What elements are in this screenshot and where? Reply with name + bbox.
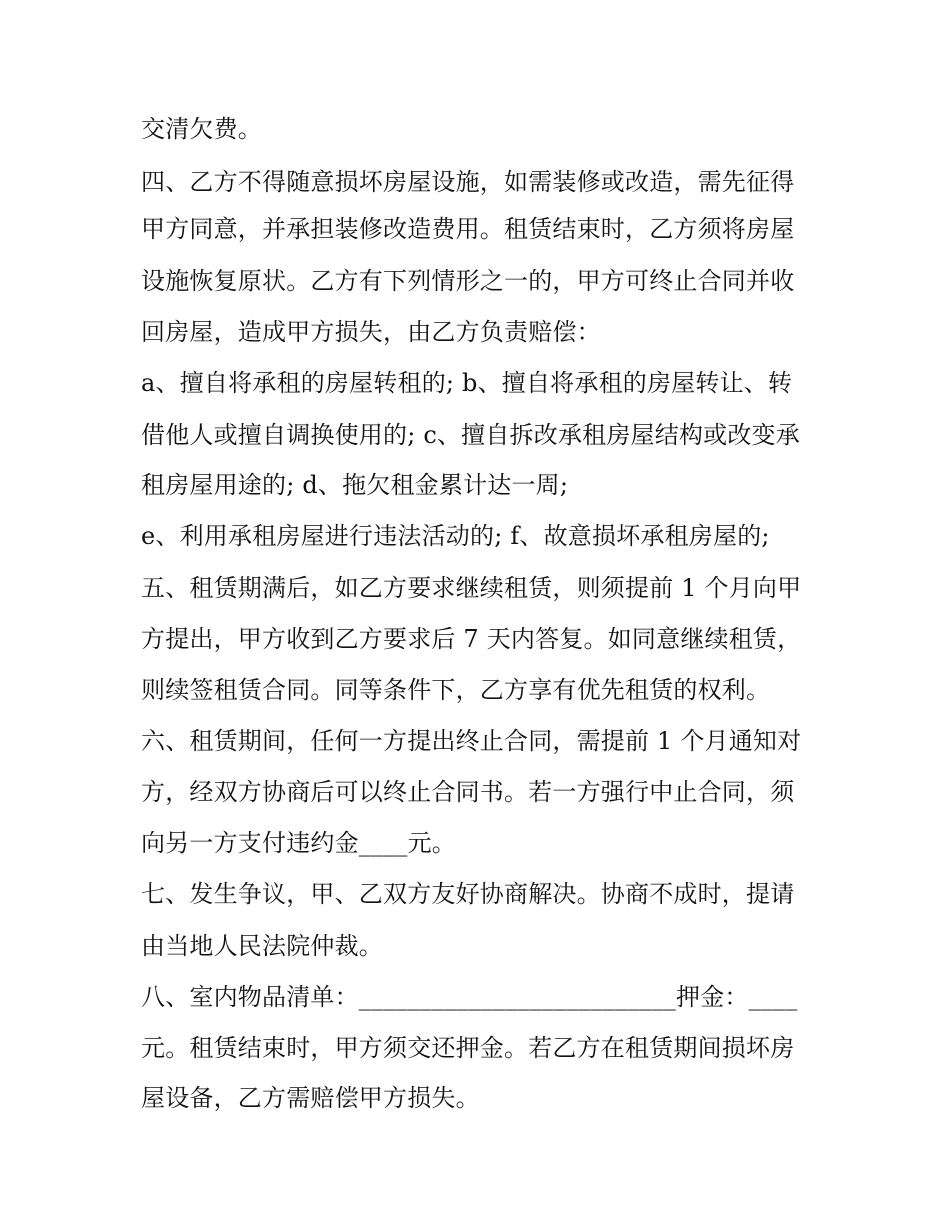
text-line: 交清欠费。 [141,115,262,143]
text-line: 六、租赁期间，任何一方提出终止合同，需提前 1 个月通知对 [141,727,802,755]
text-line: 七、发生争议，甲、乙双方友好协商解决。协商不成时，提请 [141,880,795,908]
text-line: 四、乙方不得随意损坏房屋设施，如需装修或改造，需先征得 [141,168,795,196]
text-line: 八、室内物品清单：__________________________押金：____ [141,983,798,1011]
text-line: 设施恢复原状。乙方有下列情形之一的，甲方可终止合同并收 [141,267,795,295]
text-line: 回房屋，造成甲方损失，由乙方负责赔偿： [141,318,601,346]
text-line: 由当地人民法院仲裁。 [141,932,383,960]
text-line: e、利用承租房屋进行违法活动的; f、故意损坏承租房屋的; [141,522,770,550]
text-line: 则续签租赁合同。同等条件下，乙方享有优先租赁的权利。 [141,676,771,704]
text-line: 五、租赁期满后，如乙方要求继续租赁，则须提前 1 个月向甲 [141,574,802,602]
text-line: 屋设备，乙方需赔偿甲方损失。 [141,1084,480,1112]
text-line: 向另一方支付违约金____元。 [141,829,456,857]
text-line: 借他人或擅自调换使用的; c、擅自拆改承租房屋结构或改变承 [141,421,800,449]
text-line: a、擅自将承租的房屋转租的; b、擅自将承租的房屋转让、转 [141,369,793,397]
text-line: 方提出，甲方收到乙方要求后 7 天内答复。如同意继续租赁， [141,625,802,653]
text-line: 方，经双方协商后可以终止合同书。若一方强行中止合同，须 [141,778,795,806]
text-line: 元。租赁结束时，甲方须交还押金。若乙方在租赁期间损坏房 [141,1034,795,1062]
text-line: 甲方同意，并承担装修改造费用。租赁结束时，乙方须将房屋 [141,215,795,243]
text-line: 租房屋用途的; d、拖欠租金累计达一周; [141,471,569,499]
